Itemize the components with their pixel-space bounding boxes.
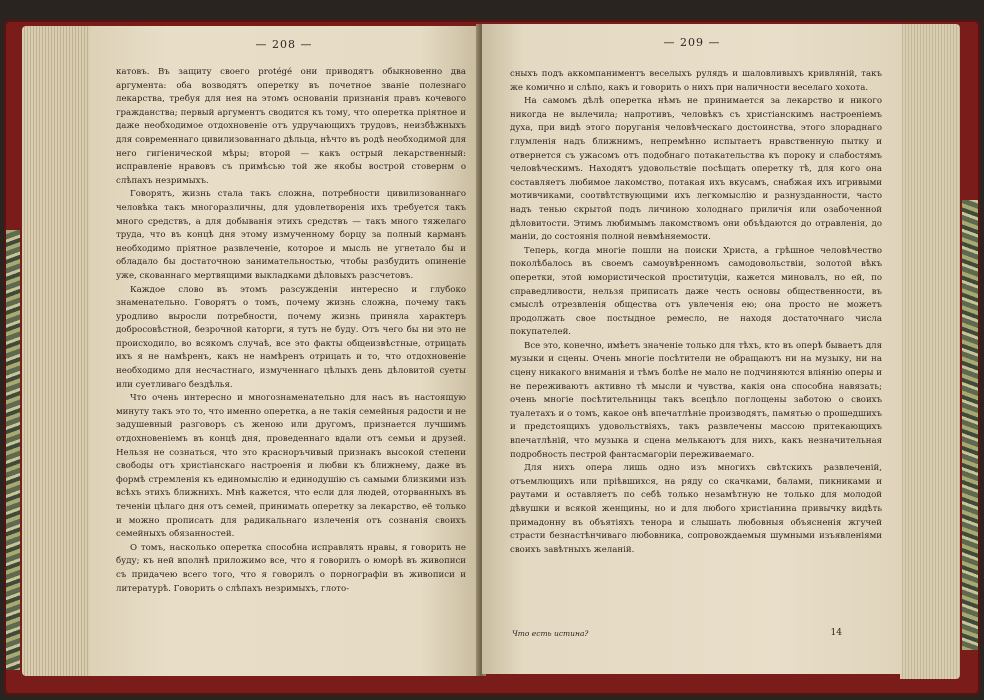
page-number: — 209 — (663, 36, 721, 49)
paragraph: На самомъ дѣлѣ оперетка нѣмъ не принимается за лекарство и никого никогда не вылечила; напротивъ, человѣкъ съ христіанскимъ настроеніемъ духа, при видѣ этого поруганія человѣческаго достоинства, этого злораднаго глумленія надъ ближнимъ, непремѣнно испытаетъ нравственную пытку и отвернется съ ужасомъ отъ подобнаго потакательства къ пороку и слабостямъ человѣческимъ. Находятъ удовольствіе посѣщать оперетку тѣ, для кого она составляетъ любимое лакомство, потакая ихъ вкусамъ, снабжая ихъ игривыми мотивчиками, соотвѣтствующими ихъ легкомыслію и разнузданности, часто надъ тенью скрытой подъ личиною холоднаго приличія или озабоченной дѣловитости. Этимъ любимымъ лакомствомъ они объѣдаются до отравленія, до маніи, до состоянія полной невмѣняемости. (510, 96, 882, 243)
paragraph: катовъ. Въ защиту своего protégé они приводятъ обыкновенно два аргумента: оба возводятъ оперетку въ почетное званіе полезнаго лекарства, требуя для нея на этомъ основаніи признанія правъ кочевого гражданства; первый аргументъ сводится къ тому, что оперетка пріятное и даже необходимое отдохновеніе отъ удручающихъ трудовъ, неизбѣжныхъ для современнаго цивилизованнаго дѣльца, нѣчто въ родѣ необходимой для него гигіенической мѣры; второй — какъ острый лекарственный: исправленіе нравовъ съ примѣсью той же якобы вострой стовернм о слѣпахъ незримыхъ. (116, 67, 466, 186)
page-body (510, 68, 882, 557)
left-page (90, 26, 478, 676)
page-number: — 208 — (255, 38, 313, 51)
paragraph: Что очень интересно и многознаменательно для насъ въ настоящую минуту такъ это то, что именно оперетка, а не такія семейныя радости и не задушевный разговоръ съ женою или другомъ, признается лучшимъ отдохновеніемъ въ концѣ дня, проведеннаго вдали отъ семьи и друзей. Нельзя не сознаться, что это красноръчивый признакъ высокой степени свободы отъ христіанскаго настроенія и любви къ ближнему, даже въ формѣ стремленія къ единомыслію и единодушію съ самыми близкими изъ всѣхъ этихъ ближнихъ. Мнѣ кажется, что если для людей, оторванныхъ въ теченіи цѣлаго дня отъ семей, принимать оперетку за лекарство, её только и можно прописать для радикальнаго излеченія отъ сознанія своихъ семейныхъ обязанностей. (116, 393, 466, 540)
signature-number: 14 (830, 628, 842, 638)
paragraph: Для нихъ опера лишь одно изъ многихъ свѣтскихъ развлеченій, отъемлющихъ или пріѣвшихся, на ряду со скачками, балами, пикниками и раутами и оставляетъ по себѣ только незамѣтную не только для молодой дѣвушки и всякой женщины, но и для любого христіанина привычку видѣть примадонну въ объятіяхъ тенора и слышать любовныя объясненія жгучей страсти безнастѣнчиваго любовника, сопровождаемыя шумными изъявленіями своихъ завѣтныхъ желаній. (510, 463, 882, 555)
paragraph: Каждое слово въ этомъ разсужденіи интересно и глубоко знаменательно. Говорятъ о томъ, почему жизнь сложна, почему такъ уродливо выросли потребности, почему жизнь приняла характеръ добросовѣстной, безрочной каторги, я тутъ не буду. Отъ чего бы ни это не происходило, во всякомъ случаѣ, все это факты общеизвѣстные, отрицать ихъ я не намѣренъ, какъ не намѣренъ отрицать и то, что отдохновеніе необходимо для несчастнаго, измученнаго цѣлыхъ день дѣловитой суеты или суетливаго бездѣлья. (116, 284, 466, 390)
page-body (116, 66, 466, 596)
marbled-endpaper-right (962, 200, 978, 650)
paragraph: О томъ, насколько оперетка способна исправлять нравы, я говорить не буду; къ ней вполнѣ приложимо все, что я говорилъ о юморѣ въ живописи съ придачею всего того, что я говорилъ о порнографіи въ живописи и литературѣ. Говорить о слѣпахъ незримыхъ, глото- (116, 542, 466, 594)
paragraph: Все это, конечно, имѣетъ значеніе только для тѣхъ, кто въ оперѣ бываетъ для музыки и сцены. Очень многіе посѣтители не обращаютъ ни на музыку, ни на сцену никакого вниманія и тѣмъ болѣе не мало не подчиняются вліянію оперы и не переживаютъ активно тѣ мысли и чувства, какія она способна навязать; очень многіе посѣтительницы такъ всецѣло поглощены заботою о своихъ туалетахъ и о томъ, какое онѣ впечатлѣніе производятъ, памятью о прошедшихъ и предстоящихъ удовольствіяхъ, такъ развлечены массою притекающихъ впечатлѣній, что музыка и сцена мелькаютъ для нихъ, какъ незначительная подробность пестрой фантасмагоріи переживаемаго. (510, 340, 882, 460)
marbled-endpaper-left (6, 230, 20, 670)
paragraph: Теперь, когда многіе пошли на поиски Христа, а грѣшное человѣчество поколѣбалось въ своемъ самоувѣренномъ самодовольствіи, золотой вѣкъ оперетки, этой юмористической проституціи, кажется миновалъ, но ей, по справедливости, нельзя приписать даже честь основы общественности, въ смыслѣ отрезвленія общества отъ увлеченія ею; она просто не можетъ продолжать свое постыдное ремесло, не находя достаточнаго числа покупателей. (510, 245, 882, 338)
signature-mark: Что есть истина? (512, 629, 589, 638)
page-edges-left (22, 26, 92, 676)
paragraph: Говорятъ, жизнь стала такъ сложна, потребности цивилизованнаго человѣка такъ многоразличны, для удовлетворенія ихъ требуется такъ много средствъ, а для добыванія этихъ средствъ — такъ много тяжелаго труда, что въ концѣ дня этому измученному борцу за полный карманъ необходимо пріятное развлеченіе, которое и мысль не угнетало бы и обладало бы достаточною занимательностью, чтобы разбудить опиненіе уже, скованнаго мертвящими выкладками дѣловыхъ разсчетовъ. (116, 189, 466, 281)
right-page (482, 24, 902, 674)
paragraph: сныхъ подъ аккомпаниментъ веселыхъ рулядъ и шаловливыхъ кривляній, такъ же комично и слѣпо, какъ и говорить о нихъ при наличности веселаго хохота. (510, 69, 882, 93)
page-edges-right (900, 24, 960, 679)
